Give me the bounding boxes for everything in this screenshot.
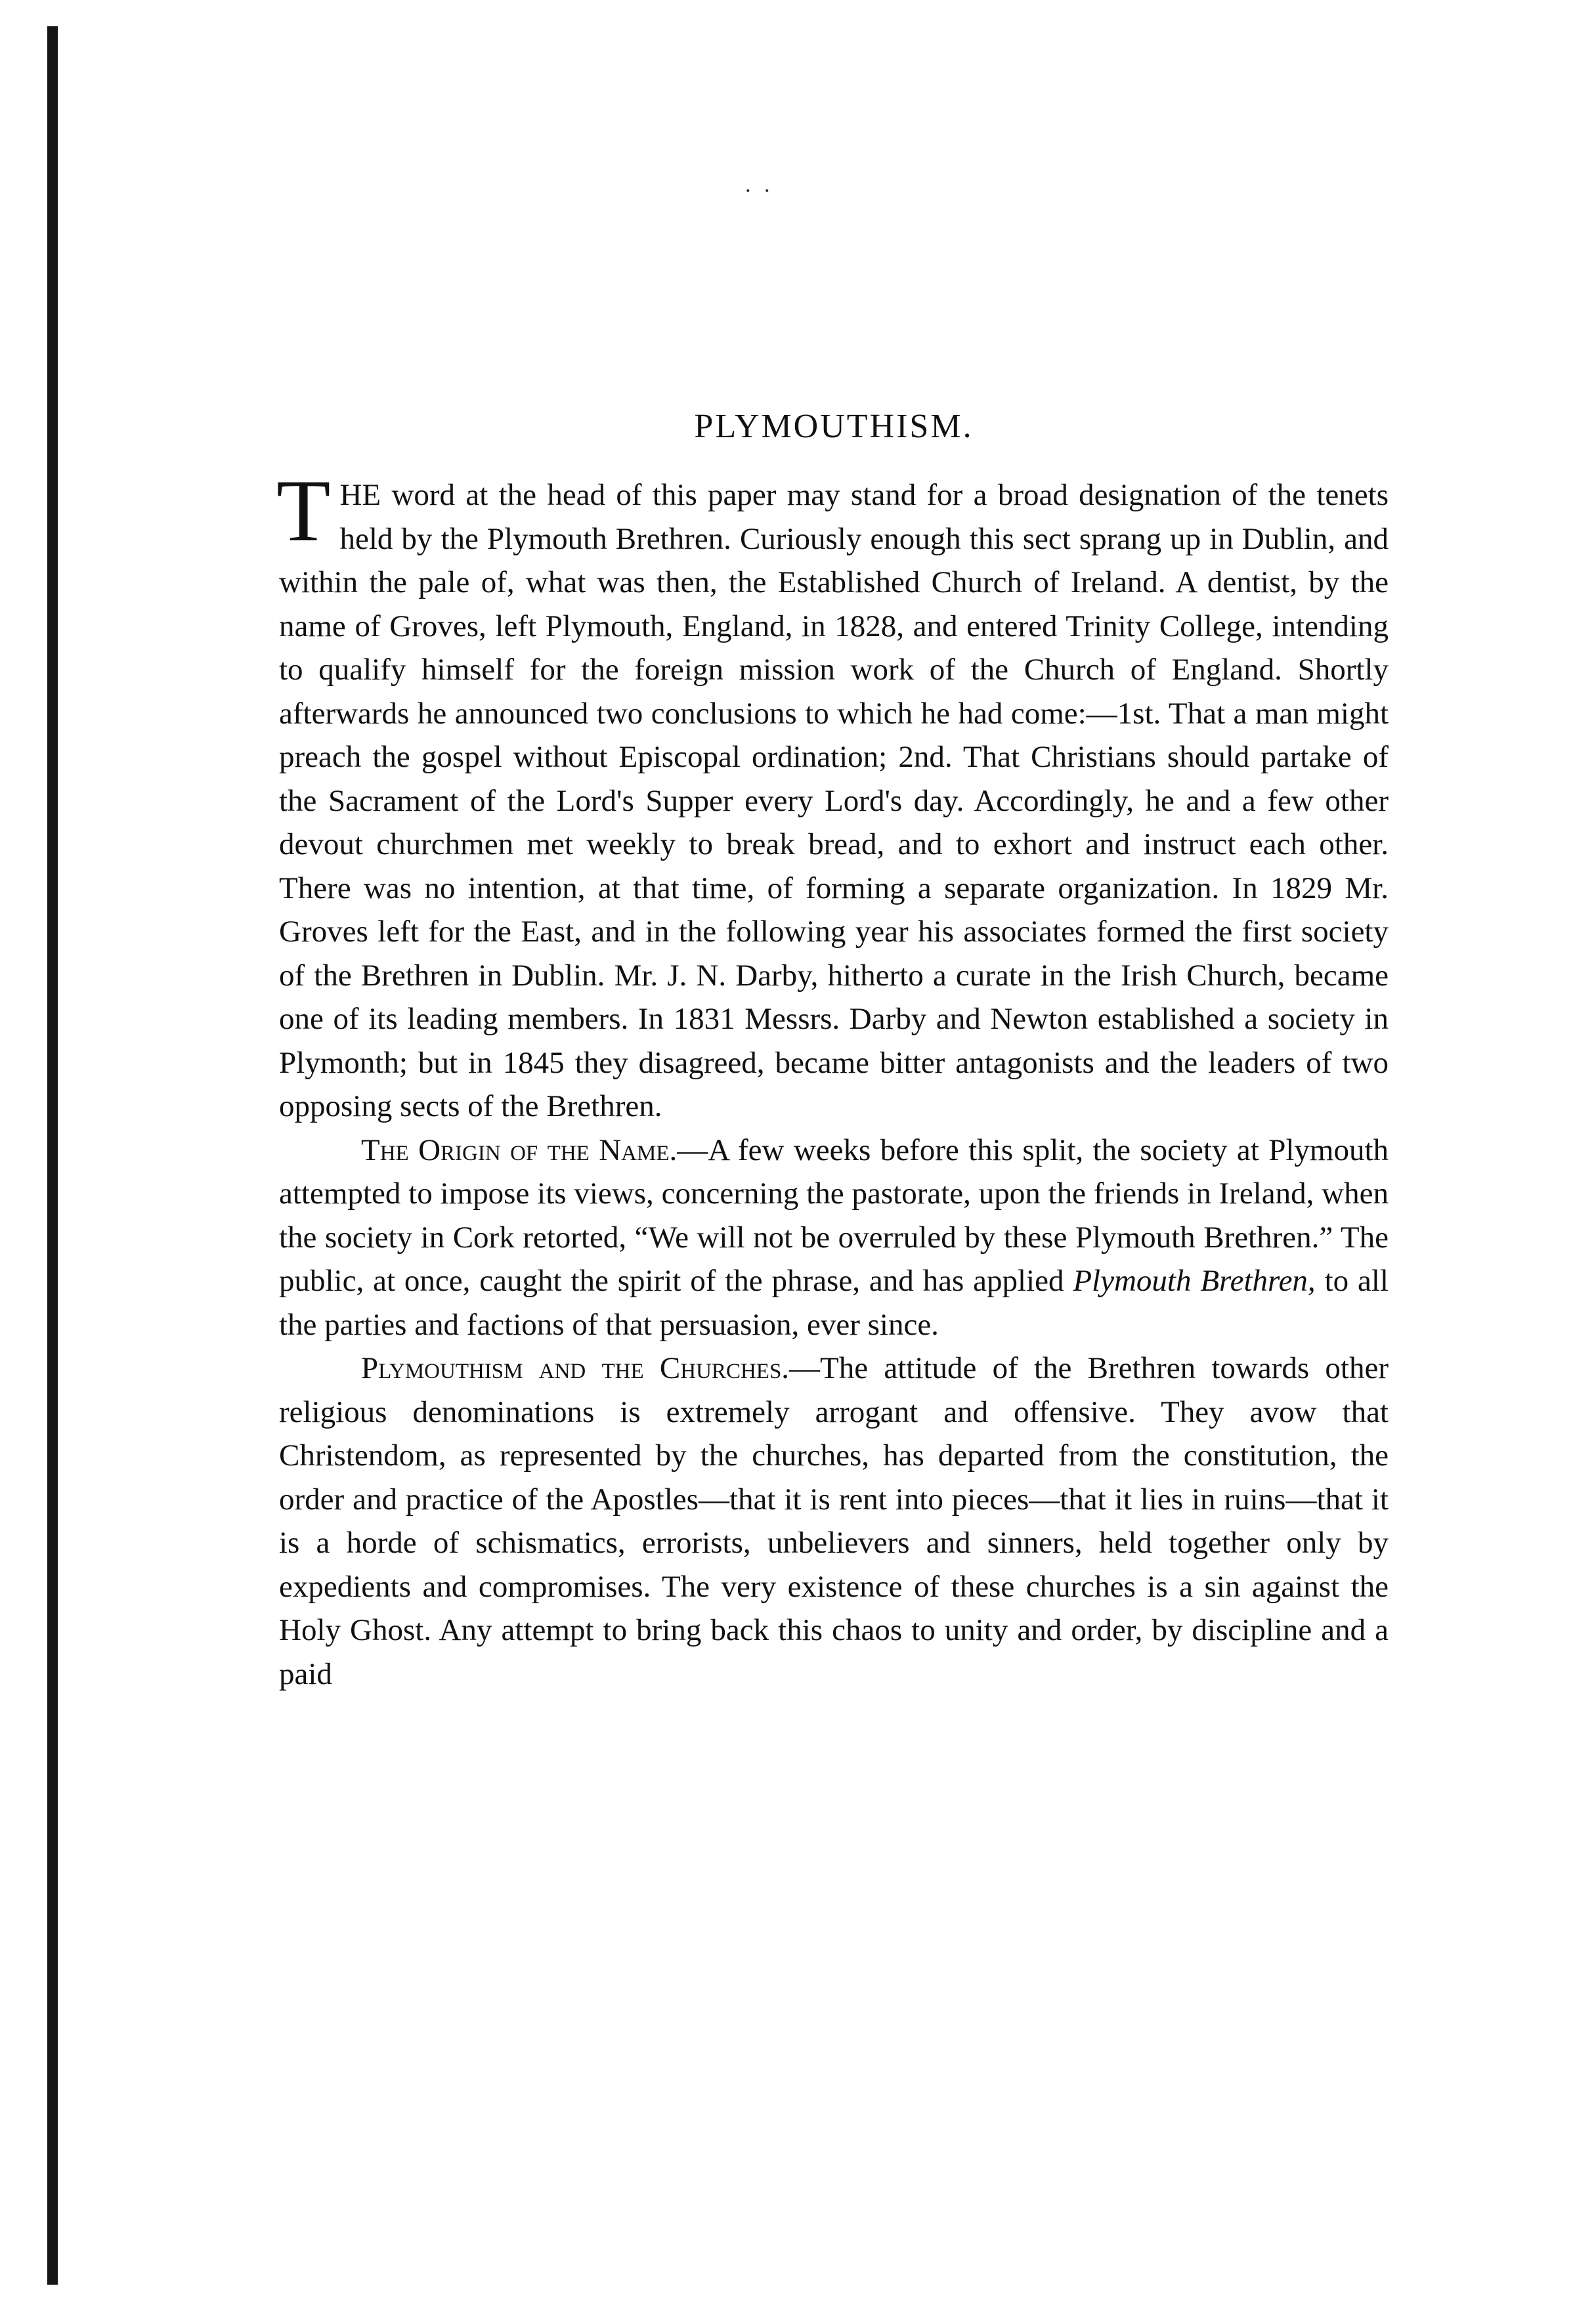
origin-paragraph xyxy=(279,1129,1389,1347)
origin-italic-phrase: Plymouth Brethren, xyxy=(1073,1264,1316,1298)
drop-cap: T xyxy=(276,462,331,560)
intro-paragraph xyxy=(276,462,1389,1129)
document-page xyxy=(276,407,1389,1696)
churches-paragraph xyxy=(279,1347,1389,1696)
churches-heading: Plymouthism and the Churches. xyxy=(361,1351,790,1385)
origin-heading: The Origin of the Name. xyxy=(361,1132,678,1167)
intro-text: HE word at the head of this paper may stand for a broad designation of the tenets held by the Plymouth Brethren. Curiously enough this sect sprang up in Dublin, and within the pale of, what was then, the Established Church of Ireland. A dentist, by the name of Groves, left Plymouth, England, in 1828, and entered Trinity College, intending to qualify himself for the foreign mission work of the Church of England. Shortly afterwards he announced two conclusions to which he had come:—1st. That a man might preach the gospel without Episcopal ordination; 2nd. That Christians should partake of the Sacrament of the Lord's Supper every Lord's day. Accordingly, he and a few other devout churchmen met weekly to break bread, and to exhort and instruct each other. There was no intention, at that time, of forming a separate organization. In 1829 Mr. Groves left for the East, and in the following year his associates formed the first society of the Brethren in Dublin. Mr. J. N. Darby, hitherto a curate in the Irish Church, became one of its leading members. In 1831 Messrs. Darby and Newton established a society in Plymonth; but in 1845 they disagreed, became bitter antagonists and the leaders of two opposing sects of the Brethren. xyxy=(279,478,1389,1123)
page-title: PLYMOUTHISM. xyxy=(694,408,974,445)
origin-text-before: —A few weeks before this split, the society at Plymouth attempted to impose its views, concerning the pastorate, upon the friends in Ireland, when the society in Cork retorted, “We will not be overruled by these Plymouth Brethren.” The public, at once, caught the spirit of the phrase, and has applied xyxy=(279,1132,1389,1298)
scan-page-edge xyxy=(47,26,58,2285)
scan-specks: . . xyxy=(745,173,774,197)
churches-text: —The attitude of the Brethren towards other religious denominations is extremely arrogant and offensive. They avow that Christendom, as represented by the churches, has departed from the constitution, the order and practice of the Apostles—that it is rent into pieces—that it lies in ruins—that it is a horde of schismatics, errorists, unbelievers and sinners, held together only by expedients and compromises. The very existence of these churches is a sin against the Holy Ghost. Any attempt to bring back this chaos to unity and order, by discipline and a paid xyxy=(279,1351,1389,1691)
origin-text-after: to all the parties and factions of that persuasion, ever since. xyxy=(279,1264,1389,1342)
